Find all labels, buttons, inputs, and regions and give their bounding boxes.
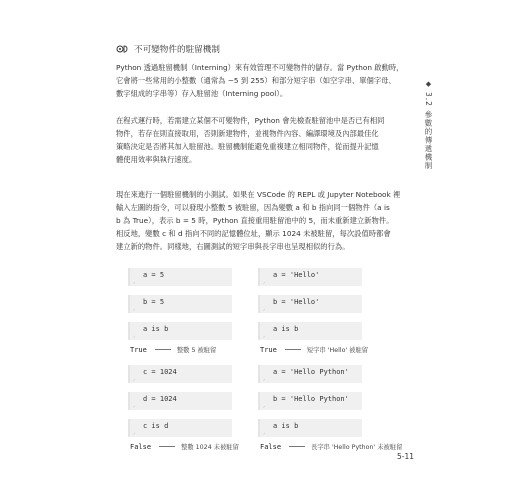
cell-output: [260, 442, 402, 451]
check-icon: ✓: [133, 377, 136, 382]
leader-line: [159, 446, 175, 447]
code-text: a is b: [273, 422, 299, 430]
paragraph-line: 現在來進行一個駐留機制的小測試。如果在 VSCode 的 REPL 或 Jupyter Notebook 裡: [116, 190, 401, 199]
diamond-icon: ◆: [425, 80, 432, 88]
code-text: b = 'Hello Python': [273, 395, 349, 403]
paragraph-line: 物件，若存在則直接取用，否則新建物件，並視物件內容、編譯環境及內部最佳化: [116, 129, 379, 138]
section-heading: [116, 43, 220, 55]
check-icon: ✓: [133, 431, 136, 436]
cell-output: [260, 345, 368, 354]
code-cell: [258, 365, 362, 383]
gear-bulb-icon: [116, 44, 128, 54]
output-note: 短字串 'Hello' 被駐留: [306, 347, 369, 354]
check-icon: ✓: [263, 377, 266, 382]
output-note: 長字串 'Hello Python' 未被駐留: [311, 444, 403, 451]
code-text: a is b: [273, 325, 299, 333]
code-text: b = 5: [143, 298, 165, 306]
paragraph-interning-intro: [116, 61, 402, 100]
section-title: 不可變物件的駐留機制: [134, 45, 220, 55]
leader-line: [289, 446, 305, 447]
paragraph-line: 數字組成的字串等）存入駐留池（Interning pool）。: [116, 89, 288, 98]
code-text: a = 5: [143, 271, 165, 279]
code-cell: [128, 419, 232, 437]
check-icon: ✓: [263, 431, 266, 436]
code-cell: [128, 365, 232, 383]
code-cell: [258, 322, 362, 340]
paragraph-test-explanation: [116, 188, 402, 253]
output-note: 整數 1024 未被駐留: [181, 444, 239, 451]
code-cell: [128, 392, 232, 410]
paragraph-line: 輸入左圖的指令，可以發現小整數 5 被駐留，因為變數 a 和 b 指向同一個物件（a is: [116, 203, 390, 212]
output-value: False: [130, 442, 152, 451]
paragraph-line: Python 透過駐留機制（Interning）來有效管理不可變物件的儲存。當 Python 啟動時，: [116, 63, 404, 72]
paragraph-line: b 為 True），表示 b = 5 時，Python 直接重用駐留池中的 5，而未重新建立新物件。: [116, 216, 394, 225]
check-icon: ✓: [133, 334, 136, 339]
paragraph-line: 相反地，變數 c 和 d 指向不同的記憶體位址，顯示 1024 未被駐留，每次設值時都會: [116, 229, 391, 238]
cell-output: [130, 442, 239, 451]
code-cell: [128, 268, 232, 286]
check-icon: ✓: [133, 404, 136, 409]
check-icon: ✓: [263, 280, 266, 285]
code-cell: [128, 295, 232, 313]
check-icon: ✓: [263, 307, 266, 312]
code-cell: [258, 392, 362, 410]
paragraph-runtime-check: [116, 114, 402, 166]
code-text: a = 'Hello Python': [273, 368, 349, 376]
chapter-side-tab: [423, 80, 434, 170]
check-icon: ✓: [263, 334, 266, 339]
check-icon: ✓: [133, 307, 136, 312]
output-value: True: [260, 345, 277, 354]
leader-line: [155, 349, 171, 350]
code-text: c = 1024: [143, 368, 177, 376]
code-text: d = 1024: [143, 395, 177, 403]
check-icon: ✓: [263, 404, 266, 409]
code-text: a is b: [143, 325, 169, 333]
page-number: 5-11: [397, 452, 415, 461]
paragraph-line: 策略決定是否將其加入駐留池。駐留機制能避免重複建立相同物件，從而提升記憶: [116, 142, 379, 151]
paragraph-line: 在程式運行時，若需建立某個不可變物件，Python 會先檢查駐留池中是否已有相同: [116, 116, 385, 125]
code-text: a = 'Hello': [273, 271, 320, 279]
output-note: 整數 5 被駐留: [176, 347, 217, 354]
check-icon: ✓: [133, 280, 136, 285]
paragraph-line: 建立新的物件。同樣地，右圖測試的短字串與長字串也呈現相似的行為。: [116, 242, 350, 251]
code-cell: [128, 322, 232, 340]
code-cell: [258, 295, 362, 313]
paragraph-line: 它會將一些常用的小整數（通常為 −5 到 255）和部分短字串（如空字串、單個字母、: [116, 76, 396, 85]
cell-output: [130, 345, 216, 354]
output-value: False: [260, 442, 282, 451]
leader-line: [285, 349, 301, 350]
code-text: c is d: [143, 422, 169, 430]
chapter-label: 3.2 參數的傳遞機制: [424, 92, 433, 170]
output-value: True: [130, 345, 147, 354]
code-cell: [258, 419, 362, 437]
code-text: b = 'Hello': [273, 298, 320, 306]
code-cell: [258, 268, 362, 286]
paragraph-line: 體使用效率與執行速度。: [116, 155, 197, 164]
